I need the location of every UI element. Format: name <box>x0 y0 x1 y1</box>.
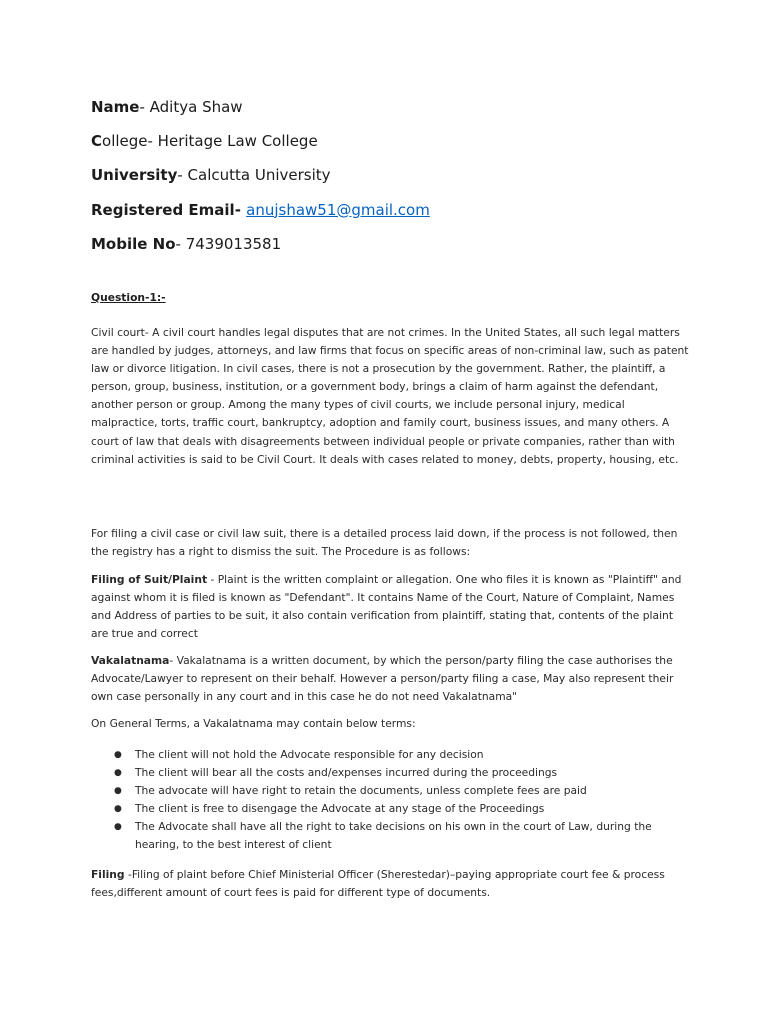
email-link[interactable]: anujshaw51@gmail.com <box>246 200 430 219</box>
general-terms-intro: On General Terms, a Vakalatnama may contain below terms: <box>91 717 416 730</box>
mobile-line <box>91 227 731 261</box>
mobile-label: Mobile No <box>91 234 176 253</box>
student-details <box>91 90 731 261</box>
university-line <box>91 158 731 192</box>
list-item <box>91 746 691 764</box>
term-text: The client will not hold the Advocate responsible for any decision <box>135 748 484 761</box>
filing-label: Filing <box>91 868 125 881</box>
vakalatnama-paragraph <box>91 652 697 706</box>
filing-suit-paragraph <box>91 571 689 643</box>
list-item <box>91 818 691 854</box>
email-separator: - <box>234 200 247 219</box>
college-line <box>91 124 731 158</box>
procedure-paragraph: For filing a civil case or civil law suit, there is a detailed process laid down, if the process is not followed, then the registry has a right to dismiss the suit. The Procedure is as follows: <box>91 527 678 559</box>
name-line <box>91 90 731 124</box>
bullet-icon: ● <box>114 786 122 797</box>
filing-suit-label: Filing of Suit/Plaint <box>91 573 208 586</box>
email-line <box>91 193 731 227</box>
civil-court-paragraph: Civil court- A civil court handles legal disputes that are not crimes. In the United States, all such legal matters are handled by judges, attorneys, and law firms that focus on specific areas of non-criminal law, such as patent law or divorce litigation. In civil cases, there is not a prosecution by the government. Rather, the plaintiff, a person, group, business, institution, or a government body, brings a claim of harm against the defendant, another person or group. Among the many types of civil courts, we include personal injury, medical malpractice, torts, traffic court, bankruptcy, adoption and family court, business issues, and many others. A court of law that deals with disagreements between individual people or private companies, rather than with criminal activities is said to be Civil Court. It deals with cases related to money, debts, property, housing, etc. <box>91 326 689 466</box>
name-label: Name <box>91 98 140 116</box>
bullet-icon: ● <box>114 768 122 779</box>
question-title: Question-1:- <box>91 291 166 304</box>
filing-paragraph <box>91 866 689 902</box>
email-label: Registered Email <box>91 200 235 219</box>
filing-suit-text: - Plaint is the written complaint or allegation. One who files it is known as "Plaintiff" and against whom it is filed is known as "Defendant". It contains Name of the Court, Nature of Complaint, Names and Address of parties to be suit, it also contain verification from plaintiff, stating that, contents of the plaint are true and correct <box>91 573 682 641</box>
university-label: University <box>91 166 178 185</box>
term-text: The client will bear all the costs and/expenses incurred during the proceedings <box>135 766 558 780</box>
list-item <box>91 800 691 818</box>
mobile-value: - 7439013581 <box>175 234 282 253</box>
college-label: C <box>91 132 103 151</box>
bullet-icon: ● <box>114 804 122 815</box>
term-text: The Advocate shall have all the right to take decisions on his own in the court of Law, during the hearing, to the best interest of client <box>135 820 652 852</box>
vakalatnama-label: Vakalatnama <box>91 654 170 667</box>
term-text: The client is free to disengage the Advocate at any stage of the Proceedings <box>135 802 545 816</box>
term-text: The advocate will have right to retain the documents, unless complete fees are paid <box>135 784 587 798</box>
filing-text: -Filing of plaint before Chief Ministerial Officer (Sherestedar)–paying appropriate court fee & process fees,different amount of court fees is paid for different type of documents. <box>91 868 665 900</box>
name-value: - Aditya Shaw <box>139 98 243 116</box>
college-value: ollege- Heritage Law College <box>102 132 318 151</box>
bullet-icon: ● <box>114 750 122 760</box>
terms-list <box>91 746 691 855</box>
vakalatnama-text: - Vakalatnama is a written document, by which the person/party filing the case authorises the Advocate/Lawyer to represent on their behalf. However a person/party filing a case, May also represent their own case personally in any court and in this case he do not need Vakalatnama" <box>91 654 674 704</box>
list-item <box>91 782 691 800</box>
list-item <box>91 764 691 782</box>
university-value: - Calcutta University <box>177 166 331 185</box>
bullet-icon: ● <box>114 822 122 833</box>
